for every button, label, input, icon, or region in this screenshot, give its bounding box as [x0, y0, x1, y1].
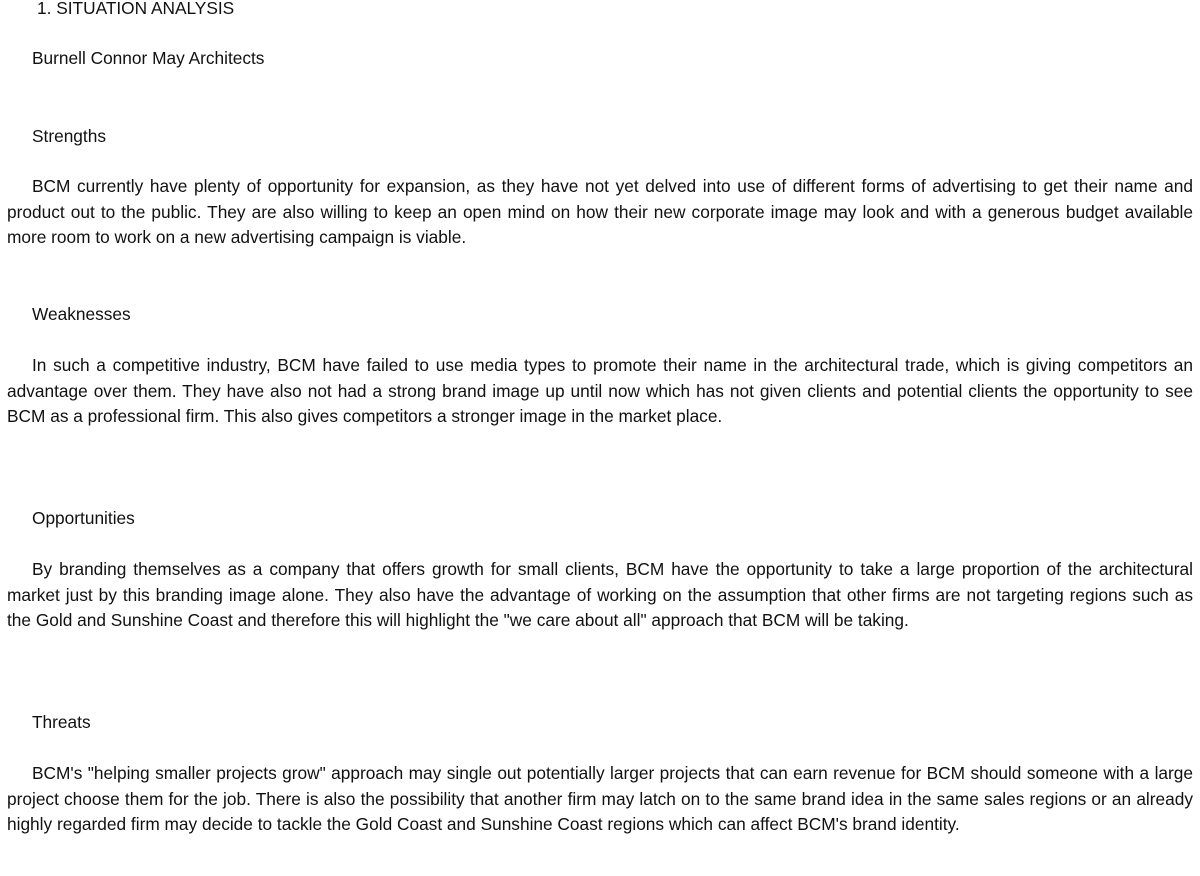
threats-paragraph: BCM's "helping smaller projects grow" approach may single out potentially larger projects that can earn revenue for BCM should someone with a large project choose them for the job. There is also the possibility that another firm may latch on to the same brand idea in the same sales regions or an already highly regarded firm may decide to tackle the Gold Coast and Sunshine Coast regions which can affect BCM's brand identity.	[7, 763, 1193, 835]
strengths-paragraph: BCM currently have plenty of opportunity for expansion, as they have not yet delved into use of different forms of advertising to get their name and product out to the public. They are also willing to keep an open mind on how their new corporate image may look and with a generous budget available more room to work on a new advertising campaign is viable.	[7, 176, 1193, 248]
company-name: Burnell Connor May Architects	[32, 48, 265, 68]
weaknesses-paragraph: In such a competitive industry, BCM have failed to use media types to promote their name in the architectural trade, which is giving competitors an advantage over them. They have also not had a strong brand image up until now which has not given clients and potential clients the opportunity to see BCM as a professional firm. This also gives competitors a stronger image in the market place.	[7, 355, 1193, 427]
weaknesses-heading: Weaknesses	[32, 304, 131, 324]
opportunities-paragraph: By branding themselves as a company that offers growth for small clients, BCM have the opportunity to take a large proportion of the architectural market just by this branding image alone. They also have the advantage of working on the assumption that other firms are not targeting regions such as the Gold and Sunshine Coast and therefore this will highlight the "we care about all" approach that BCM will be taking.	[7, 559, 1193, 631]
strengths-heading: Strengths	[32, 126, 106, 146]
section-title: 1. SITUATION ANALYSIS	[37, 0, 235, 18]
opportunities-heading: Opportunities	[32, 508, 135, 528]
threats-heading: Threats	[32, 712, 91, 732]
